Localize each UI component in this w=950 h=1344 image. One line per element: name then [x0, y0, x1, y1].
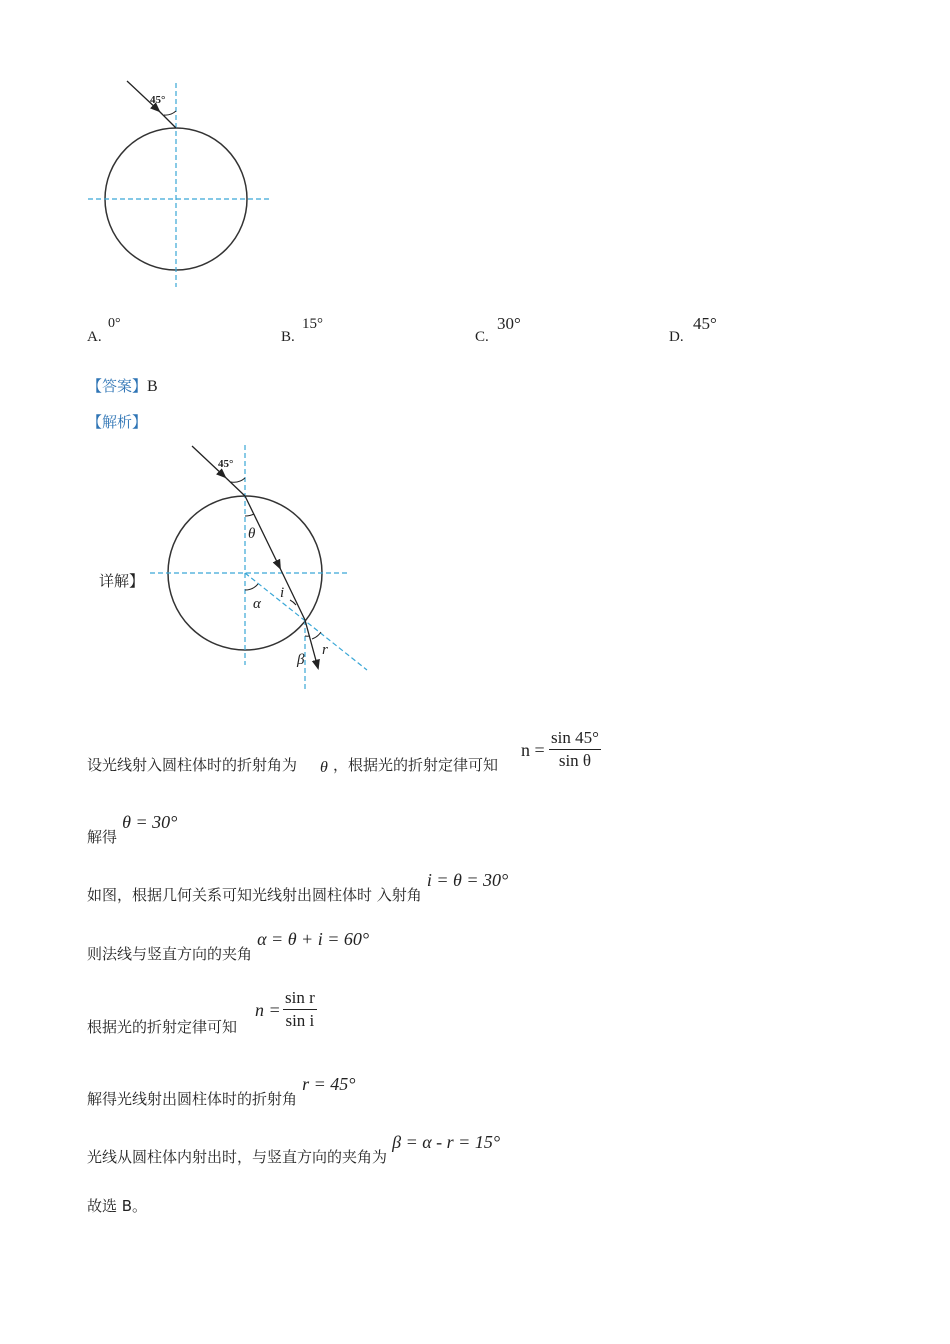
step-2-math: θ = 30°	[122, 812, 178, 832]
answer-line	[87, 375, 158, 396]
option-a-letter: A.	[87, 329, 102, 345]
step-5-lhs: n =	[255, 1000, 281, 1020]
angle-label: 45°	[150, 94, 166, 106]
step-2-text: 解得	[87, 828, 118, 846]
step-7-math: β = α - r = 15°	[392, 1132, 501, 1152]
step-2	[87, 812, 178, 846]
step-1-denominator: sin θ	[558, 751, 592, 770]
option-d-letter: D.	[669, 329, 684, 345]
exit-ray	[305, 620, 318, 668]
angle-45-arc	[231, 478, 245, 482]
step-1-fraction	[549, 728, 601, 771]
step-6-math: r = 45°	[302, 1074, 356, 1094]
step-5-denominator: sin i	[285, 1011, 315, 1030]
answer-value: B	[147, 378, 158, 395]
step-8-conclusion: 故选 B。	[87, 1197, 148, 1215]
option-c-value: 30°	[497, 314, 521, 333]
alpha-label: α	[253, 596, 261, 612]
option-d-value: 45°	[693, 314, 717, 333]
step-7	[87, 1132, 501, 1166]
step-5-text: 根据光的折射定律可知	[87, 1018, 238, 1036]
step-5	[87, 986, 487, 1042]
angle-theta-arc	[245, 514, 254, 516]
option-a-value: 0°	[108, 316, 121, 331]
option-b-value: 15°	[302, 316, 323, 332]
figure-refraction-diagram	[145, 440, 375, 700]
step-4-math: α = θ + i = 60°	[257, 929, 370, 949]
step-1-numerator: sin 45°	[549, 728, 601, 750]
step-5-fraction	[283, 988, 317, 1031]
step-4	[87, 929, 370, 963]
step-1-text: 设光线射入圆柱体时的折射角为	[87, 756, 298, 774]
theta-label: θ	[248, 526, 256, 542]
step-6-text: 解得光线射出圆柱体时的折射角	[87, 1090, 298, 1108]
angle-45-label: 45°	[218, 458, 234, 470]
step-7-text: 光线从圆柱体内射出时，与竖直方向的夹角为	[87, 1148, 388, 1166]
angle-arc	[164, 111, 176, 115]
step-6	[87, 1074, 356, 1108]
step-3-text: 如图，根据几何关系可知光线射出圆柱体时 入射角	[87, 886, 422, 904]
analysis-tag: 【解析】	[87, 413, 148, 431]
figure-incident-ray	[80, 75, 280, 290]
step-3	[87, 870, 509, 904]
answer-tag: 【答案】	[87, 377, 148, 395]
step-1-var: θ	[320, 759, 328, 776]
beta-label: β	[297, 652, 305, 668]
option-c-letter: C.	[475, 329, 489, 345]
incident-ray-2-tail	[224, 476, 245, 496]
detail-label: 详解】	[99, 572, 145, 590]
step-1-lhs: n =	[521, 740, 545, 760]
option-b-letter: B.	[281, 329, 295, 345]
angle-alpha-arc	[245, 584, 258, 590]
step-1	[87, 728, 787, 784]
step-4-text: 则法线与竖直方向的夹角	[87, 945, 253, 963]
step-3-math: i = θ = 30°	[426, 870, 509, 890]
r-label: r	[322, 642, 328, 658]
i-label: i	[280, 585, 285, 601]
step-1-text2: ，根据光的折射定律可知	[333, 756, 499, 774]
step-5-numerator: sin r	[283, 988, 317, 1010]
angle-r-arc	[312, 632, 321, 639]
